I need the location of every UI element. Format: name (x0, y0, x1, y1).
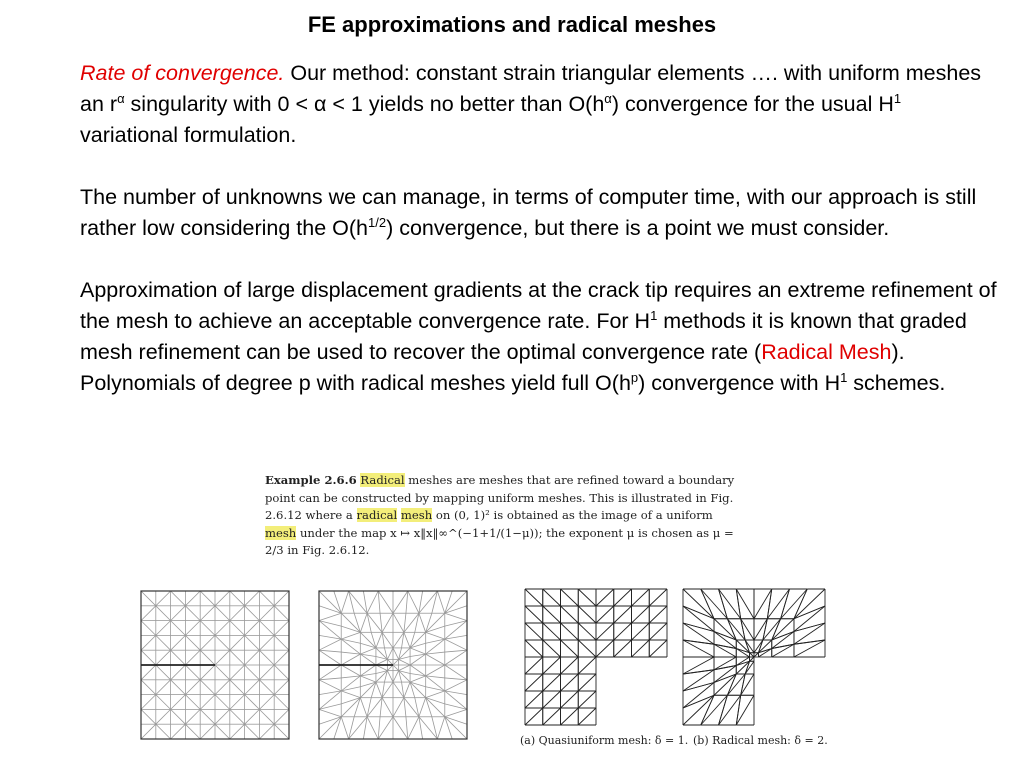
mesh-edge (578, 691, 596, 708)
mesh-edge (561, 708, 579, 725)
mesh-edge (714, 674, 736, 695)
mesh-edge (200, 635, 215, 650)
mesh-edge (230, 591, 245, 606)
mesh-edge (200, 695, 215, 710)
mesh-edge (543, 708, 561, 725)
mesh-edge (750, 657, 754, 661)
mesh-edge (274, 724, 289, 739)
mesh-edge (393, 613, 404, 632)
mesh-edge (683, 589, 714, 619)
mesh-edge (141, 665, 156, 680)
excerpt-text-4: under the map x ↦ x‖x‖∞^(−1+1/(1−μ)); the exponent μ is chosen as μ = 2/3 in Fig. 2.6.12. (265, 525, 734, 557)
mesh-edge (215, 709, 230, 724)
mesh-edge (156, 606, 171, 621)
highlight-radical-1: Radical (360, 473, 405, 487)
mesh-edge (561, 640, 579, 657)
mesh-edge (185, 665, 200, 680)
mesh-edge (171, 650, 186, 665)
mesh-edge (171, 621, 186, 636)
mesh-edge (387, 648, 393, 659)
mesh-edge (387, 671, 393, 682)
mesh-edge (200, 680, 215, 695)
mesh-edge (245, 650, 260, 665)
highlight-mesh-1: mesh (400, 508, 433, 522)
mesh-edge (274, 680, 289, 695)
mesh-edge (215, 606, 230, 621)
mesh-edge (245, 680, 260, 695)
mesh-edge (230, 650, 245, 665)
p3-sup-1: 1 (650, 308, 658, 323)
mesh-edge (259, 606, 274, 621)
p1-sup-1: α (117, 91, 125, 106)
mesh-edge (341, 691, 360, 698)
mesh-edge (437, 591, 444, 613)
mesh-edge (578, 623, 596, 640)
uniform-mesh-figure (140, 590, 290, 740)
rate-of-convergence-lead: Rate of convergence. (80, 61, 285, 85)
mesh-edge (156, 591, 171, 606)
mesh-edge (141, 680, 156, 695)
mesh-edge (393, 648, 399, 659)
mesh-edge (185, 650, 200, 665)
mesh-edge (393, 698, 404, 717)
mesh-edge (406, 717, 408, 739)
mesh-edge (274, 635, 289, 650)
mesh-edge (614, 640, 632, 657)
p1-text-4: ) convergence for the usual H (611, 92, 894, 116)
mesh-edge (341, 665, 360, 676)
mesh-edge (578, 606, 596, 623)
mesh-edge (649, 606, 667, 623)
quasiuniform-lshape-mesh (524, 588, 672, 728)
mesh-edge (382, 613, 393, 632)
mesh-edge (230, 635, 245, 650)
mesh-edge (578, 708, 596, 725)
mesh-edge (596, 640, 614, 657)
mesh-edge (561, 589, 579, 606)
mesh-edge (141, 724, 156, 739)
mesh-edge (393, 717, 408, 739)
mesh-edge (185, 606, 200, 621)
mesh-edge (445, 613, 467, 620)
mesh-edge (736, 657, 749, 666)
p2-text-2: ) convergence, but there is a point we must consider. (386, 216, 890, 240)
mesh-edge (319, 650, 341, 665)
mesh-edge (561, 623, 579, 640)
mesh-edge (230, 665, 245, 680)
mesh-edge (245, 591, 260, 606)
mesh-edge (399, 665, 410, 671)
mesh-edge (406, 591, 408, 613)
mesh-edge (200, 709, 215, 724)
mesh-edge (215, 591, 230, 606)
mesh-edge (745, 640, 754, 653)
mesh-edge (360, 648, 376, 654)
mesh-edge (215, 680, 230, 695)
mesh-edge (758, 649, 771, 658)
caption-quasiuniform: (a) Quasiuniform mesh: δ = 1. (520, 734, 689, 747)
mesh-edge (319, 709, 341, 716)
mesh-edge (156, 709, 171, 724)
mesh-edge (745, 661, 754, 674)
mesh-edge (632, 623, 650, 640)
mesh-edge (445, 650, 467, 665)
mesh-edge (274, 621, 289, 636)
excerpt-text-1: meshes are meshes that are refined toward a boundary point can be constructed by mapping uniform meshes. This is illustrated in Fig. 2.6.12 where a (265, 473, 735, 522)
mesh-edge (141, 635, 156, 650)
mesh-edge (404, 632, 410, 648)
mesh-edge (561, 674, 579, 691)
mesh-edge (408, 717, 419, 739)
mesh-edge (750, 653, 754, 657)
mesh-edge (156, 621, 171, 636)
mesh-edge (259, 695, 274, 710)
mesh-edge (525, 640, 543, 657)
mesh-edge (632, 589, 650, 606)
mesh-edge (426, 665, 445, 676)
mesh-edge (410, 648, 426, 654)
mesh-edge (714, 619, 736, 640)
mesh-edge (649, 589, 667, 606)
mesh-edge (596, 623, 614, 640)
excerpt-heading: Example 2.6.6 (265, 473, 357, 487)
mesh-edge (525, 708, 543, 725)
mesh-edge (632, 606, 650, 623)
mesh-edge (525, 623, 543, 640)
mesh-edge (393, 671, 399, 682)
mesh-edge (754, 653, 758, 657)
mesh-edge (245, 724, 260, 739)
highlight-radical-2: radical (356, 508, 398, 522)
mesh-edge (614, 623, 632, 640)
mesh-edge (736, 649, 749, 658)
p1-text-2: singularity with 0 < (124, 92, 314, 116)
mesh-edge (367, 717, 378, 739)
p1-text-1: Our method: constant strain triangular elements …. with uniform meshes an r (80, 61, 982, 116)
mesh-edge (274, 709, 289, 724)
mesh-edge (341, 717, 348, 739)
mesh-edge (543, 589, 561, 606)
mesh-edge (185, 709, 200, 724)
mesh-edge (341, 591, 348, 613)
paragraph-unknowns (80, 182, 1000, 244)
radical-mesh-term: Radical Mesh (761, 340, 892, 364)
mesh-edge (426, 691, 445, 698)
mesh-edge (408, 591, 419, 613)
paragraph-approximation (80, 275, 1000, 399)
p3-text-2: methods it is known that graded mesh refinement can be used to recover the optimal convergence rate ( (80, 309, 967, 364)
mesh-edge (171, 695, 186, 710)
mesh-edge (578, 657, 596, 674)
mesh-edge (230, 724, 245, 739)
mesh-edge (376, 682, 382, 698)
mesh-edge (445, 678, 467, 680)
mesh-edge (259, 665, 274, 680)
mesh-edge (378, 717, 393, 739)
mesh-edge (437, 717, 444, 739)
mesh-edge (393, 665, 399, 671)
mesh-edge (215, 724, 230, 739)
mesh-edge (141, 606, 156, 621)
mesh-edge (215, 665, 230, 680)
mesh-edge (578, 674, 596, 691)
mesh-edge (378, 717, 380, 739)
mesh-edge (171, 591, 186, 606)
mesh-edge (596, 606, 614, 623)
mesh-edge (259, 635, 274, 650)
mesh-edge (445, 650, 467, 652)
mesh-edge (360, 676, 376, 682)
mesh-edge (561, 691, 579, 708)
p3-sup-3: 1 (840, 370, 848, 385)
mesh-edge (200, 606, 215, 621)
mesh-edge (525, 674, 543, 691)
mesh-edge (230, 621, 245, 636)
p2-sup-1: 1/2 (368, 215, 387, 230)
mesh-edge (543, 657, 561, 674)
p2-text-1: The number of unknowns we can manage, in terms of computer time, with our approach is still rather low considering the O(h (80, 185, 977, 240)
mesh-edge (200, 621, 215, 636)
mesh-edge (543, 623, 561, 640)
mesh-edge (141, 709, 156, 724)
mesh-edge (274, 606, 289, 621)
mesh-edge (185, 635, 200, 650)
p3-sup-2: p (630, 370, 639, 385)
mesh-edge (171, 606, 186, 621)
radical-lshape-mesh (682, 588, 826, 728)
mesh-edge (245, 665, 260, 680)
mesh-edge (259, 709, 274, 724)
mesh-edge (360, 698, 367, 717)
mesh-edge (185, 724, 200, 739)
mesh-edge (245, 606, 260, 621)
mesh-edge (525, 657, 543, 674)
mesh-edge (215, 695, 230, 710)
p3-text-1: Approximation of large displacement gradients at the crack tip requires an extreme refinement of the mesh to achieve an acceptable convergence rate. For H (80, 278, 997, 333)
mesh-edge (578, 589, 596, 606)
mesh-edge (259, 724, 274, 739)
mesh-edge (185, 680, 200, 695)
mesh-edge (245, 635, 260, 650)
mesh-edge (445, 665, 467, 680)
excerpt-text-3: on (0, 1)² is obtained as the image of a uniform (432, 508, 713, 522)
mesh-edge (200, 591, 215, 606)
mesh-edge (543, 640, 561, 657)
mesh-edge (419, 698, 426, 717)
mesh-edge (341, 654, 360, 665)
mesh-edge (445, 639, 467, 650)
mesh-edge (171, 680, 186, 695)
mesh-edge (230, 680, 245, 695)
mesh-edge (141, 591, 156, 606)
mesh-edge (319, 639, 341, 650)
body-text (80, 58, 1000, 430)
mesh-edge (525, 691, 543, 708)
mesh-edge (319, 678, 341, 680)
mesh-edge (543, 691, 561, 708)
mesh-edge (649, 623, 667, 640)
mesh-edge (185, 695, 200, 710)
mesh-edge (171, 635, 186, 650)
mesh-edge (245, 695, 260, 710)
mesh-edge (426, 632, 445, 639)
mesh-edge (376, 632, 382, 648)
mesh-edge (171, 665, 186, 680)
mesh-edge (382, 698, 393, 717)
p3-text-3: ). Polynomials of degree p with radical meshes yield full O(h (80, 340, 905, 395)
mesh-edge (561, 606, 579, 623)
mesh-edge (543, 606, 561, 623)
mesh-edge (274, 650, 289, 665)
mesh-edge (404, 682, 410, 698)
mesh-edge (245, 709, 260, 724)
mesh-edge (215, 650, 230, 665)
mesh-edge (399, 659, 410, 665)
caption-radical: (b) Radical mesh: δ = 2. (693, 734, 828, 747)
mesh-edge (578, 640, 596, 657)
slide-title: FE approximations and radical meshes (307, 12, 717, 37)
mesh-edge (156, 635, 171, 650)
mesh-edge (632, 640, 650, 657)
mesh-edge (215, 635, 230, 650)
mesh-edge (525, 606, 543, 623)
mesh-edge (200, 665, 215, 680)
mesh-edge (245, 621, 260, 636)
p3-text-4: ) convergence with H (638, 371, 841, 395)
mesh-edge (794, 589, 825, 619)
mesh-edge (393, 591, 408, 613)
highlight-mesh-2: mesh (265, 525, 297, 540)
mesh-edge (319, 613, 341, 620)
mesh-edge (274, 665, 289, 680)
mesh-edge (561, 657, 579, 674)
paragraph-rate-of-convergence (80, 58, 1000, 151)
mesh-edge (596, 589, 614, 606)
mesh-edge (200, 724, 215, 739)
mesh-edge (319, 680, 341, 691)
mesh-edge (185, 621, 200, 636)
mesh-edge (274, 695, 289, 710)
mesh-edge (754, 640, 763, 653)
mesh-edge (543, 674, 561, 691)
mesh-edge (378, 591, 380, 613)
mesh-edge (525, 589, 543, 606)
mesh-edge (445, 680, 467, 691)
mesh-edge (171, 709, 186, 724)
book-excerpt (265, 472, 735, 560)
mesh-edge (171, 724, 186, 739)
mesh-edge (156, 695, 171, 710)
mesh-edge (393, 659, 399, 665)
mesh-edge (772, 619, 794, 640)
mesh-edge (200, 650, 215, 665)
mesh-edge (215, 621, 230, 636)
mesh-edge (156, 650, 171, 665)
mesh-edge (319, 665, 341, 680)
mesh-edge (230, 709, 245, 724)
mesh-edge (141, 695, 156, 710)
p3-text-5: schemes. (847, 371, 946, 395)
mesh-edge (274, 591, 289, 606)
mesh-edge (614, 589, 632, 606)
mesh-edge (341, 632, 360, 639)
mesh-edge (378, 591, 393, 613)
mesh-edge (156, 680, 171, 695)
p1-alpha: α (313, 92, 327, 116)
mesh-edge (230, 695, 245, 710)
mesh-edge (141, 621, 156, 636)
mesh-edge (259, 591, 274, 606)
mesh-edge (185, 591, 200, 606)
mesh-edge (230, 606, 245, 621)
mesh-edge (445, 709, 467, 716)
p1-sup-3: 1 (893, 91, 902, 106)
mesh-edge (683, 695, 714, 725)
mesh-edge (156, 665, 171, 680)
mesh-edge (419, 613, 426, 632)
mesh-edge (410, 676, 426, 682)
mesh-edge (426, 654, 445, 665)
mesh-edge (367, 591, 378, 613)
mesh-edge (649, 640, 667, 657)
mesh-edge (259, 680, 274, 695)
radical-mesh-figure (318, 590, 468, 740)
mesh-edge (141, 650, 156, 665)
mesh-edge (156, 724, 171, 739)
mesh-edge (319, 650, 341, 652)
mesh-edge (614, 606, 632, 623)
p1-text-3: < 1 yields no better than O(h (326, 92, 605, 116)
p1-sup-2: α (604, 91, 612, 106)
p1-text-5: variational formulation. (80, 123, 297, 147)
mesh-edge (259, 650, 274, 665)
mesh-edge (360, 613, 367, 632)
mesh-edge (259, 621, 274, 636)
